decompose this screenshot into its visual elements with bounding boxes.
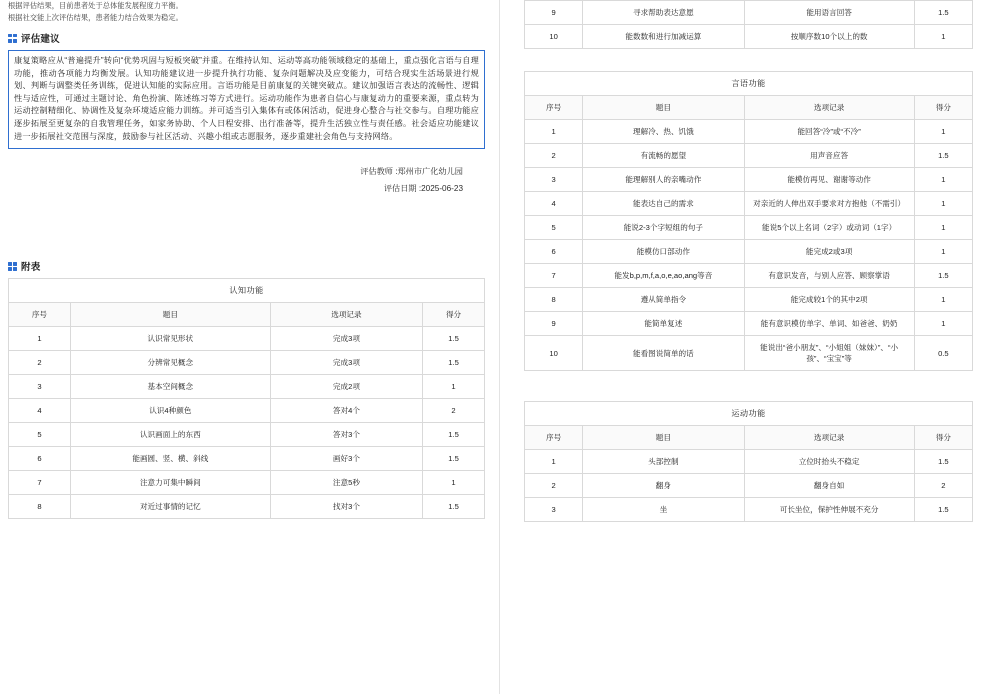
cell-record: 能说出“爸小朋友”、“小姐姐（妹妹）”、“小孩”、“宝宝”等: [744, 336, 914, 371]
cell-no: 5: [525, 216, 583, 240]
table-row: [9, 447, 485, 471]
table-row: [525, 216, 973, 240]
cell-no: 10: [525, 336, 583, 371]
cell-item: 基本空间概念: [70, 375, 270, 399]
cell-no: 2: [9, 351, 71, 375]
table-row: [9, 423, 485, 447]
table-row: [525, 312, 973, 336]
cell-no: 1: [525, 120, 583, 144]
cell-record: 完成3项: [270, 327, 422, 351]
cell-record: 有意识发音，与别人应答、顾察掌语: [744, 264, 914, 288]
grid-icon: [8, 34, 17, 43]
top-text-fragment: [8, 0, 485, 23]
cell-no: 10: [525, 25, 583, 49]
cell-no: 9: [525, 1, 583, 25]
th-no: 序号: [525, 426, 583, 450]
cognitive-function-table: [8, 278, 485, 519]
cell-no: 3: [9, 375, 71, 399]
cell-record: 答对3个: [270, 423, 422, 447]
th-record: 选项记录: [270, 303, 422, 327]
cell-score: 1: [914, 120, 972, 144]
cell-item: 能画圆、竖、横、斜线: [70, 447, 270, 471]
cognitive-table-title: 认知功能: [8, 278, 485, 302]
table-row: [525, 498, 973, 522]
cell-item: 能表达自己的需求: [583, 192, 744, 216]
cell-score: 1.5: [914, 450, 972, 474]
motor-table-title: 运动功能: [524, 401, 973, 425]
cell-item: 认识4种颜色: [70, 399, 270, 423]
th-item: 题目: [583, 96, 744, 120]
cell-item: 认识画面上的东西: [70, 423, 270, 447]
cell-score: 1.5: [423, 447, 485, 471]
right-page-column: [500, 0, 999, 694]
cell-no: 9: [525, 312, 583, 336]
th-record: 选项记录: [744, 96, 914, 120]
cell-item: 注意力可集中瞬间: [70, 471, 270, 495]
signature-block: [8, 163, 485, 197]
cell-record: 用声音应答: [744, 144, 914, 168]
cell-score: 1: [914, 288, 972, 312]
cell-score: 1.5: [423, 327, 485, 351]
cell-no: 6: [525, 240, 583, 264]
advice-section-heading: [8, 31, 485, 45]
table-row: [525, 336, 973, 371]
cell-record: 能完成较1个的其中2项: [744, 288, 914, 312]
cell-item: 分辨常见概念: [70, 351, 270, 375]
cell-item: 能说2-3个字短组的句子: [583, 216, 744, 240]
cell-score: 1: [914, 168, 972, 192]
table-row: [525, 1, 973, 25]
table-row: [525, 450, 973, 474]
cell-score: 0.5: [914, 336, 972, 371]
top-fragment-line-1: 根据评估结果，目前患者处于总体能发展程度力平衡。: [8, 1, 183, 10]
table-header-row: [525, 426, 973, 450]
table-row: [525, 288, 973, 312]
table-row: [9, 351, 485, 375]
cell-score: 1.5: [914, 498, 972, 522]
cell-record: 对亲近的人伸出双手要求对方抱他（不需引）: [744, 192, 914, 216]
grid-icon: [8, 262, 17, 271]
cell-item: 翻身: [583, 474, 744, 498]
cell-no: 3: [525, 498, 583, 522]
cell-record: 找对3个: [270, 495, 422, 519]
cell-no: 2: [525, 474, 583, 498]
table-row: [525, 192, 973, 216]
cell-record: 注意5秒: [270, 471, 422, 495]
cell-score: 1: [914, 312, 972, 336]
cell-item: 认识常见形状: [70, 327, 270, 351]
cell-score: 2: [423, 399, 485, 423]
cell-score: 1.5: [423, 495, 485, 519]
cell-score: 1: [914, 240, 972, 264]
cell-record: 能有意识模仿单字、单词、如爸爸、奶奶: [744, 312, 914, 336]
cell-record: 画好3个: [270, 447, 422, 471]
cell-record: 立位时抬头不稳定: [744, 450, 914, 474]
table-row: [525, 25, 973, 49]
cell-item: 能模仿口部动作: [583, 240, 744, 264]
cell-item: 能发b,p,m,f,a,o,e,ao,ang等音: [583, 264, 744, 288]
th-item: 题目: [583, 426, 744, 450]
table-spacer: [524, 371, 973, 401]
table-spacer: [524, 49, 973, 71]
th-no: 序号: [525, 96, 583, 120]
cell-score: 1.5: [423, 351, 485, 375]
cell-record: 能模仿再见、谢谢等动作: [744, 168, 914, 192]
cell-no: 1: [9, 327, 71, 351]
table-row: [525, 264, 973, 288]
appendix-section-title: 附表: [21, 262, 41, 274]
speech-function-table: [524, 71, 973, 371]
cell-no: 4: [525, 192, 583, 216]
th-item: 题目: [70, 303, 270, 327]
cell-score: 1.5: [914, 144, 972, 168]
th-no: 序号: [9, 303, 71, 327]
left-page-column: [0, 0, 499, 694]
evaluation-date-line: 评估日期 :2025-06-23: [383, 184, 463, 194]
th-score: 得分: [914, 96, 972, 120]
cell-no: 7: [9, 471, 71, 495]
table-row: [525, 168, 973, 192]
cell-score: 1.5: [914, 1, 972, 25]
cell-score: 1: [423, 375, 485, 399]
cell-score: 1: [423, 471, 485, 495]
cell-record: 可长坐位，保护性伸展不充分: [744, 498, 914, 522]
cell-item: 能理解别人的亲嘴动作: [583, 168, 744, 192]
table-row: [525, 474, 973, 498]
cell-score: 2: [914, 474, 972, 498]
table-row: [9, 495, 485, 519]
cell-no: 1: [525, 450, 583, 474]
cell-item: 有流畅的愿望: [583, 144, 744, 168]
cell-no: 4: [9, 399, 71, 423]
cell-no: 8: [9, 495, 71, 519]
cell-record: 能完成2或3项: [744, 240, 914, 264]
cell-item: 能看图说简单的话: [583, 336, 744, 371]
motor-function-table: [524, 401, 973, 522]
table-row: [9, 375, 485, 399]
table-row: [9, 327, 485, 351]
cell-item: 能简单复述: [583, 312, 744, 336]
th-record: 选项记录: [744, 426, 914, 450]
table-header-row: [525, 96, 973, 120]
table-row: [525, 120, 973, 144]
cell-item: 坐: [583, 498, 744, 522]
cell-item: 能数数和进行加减运算: [583, 25, 744, 49]
cell-record: 能说5个以上名词（2字）或动词（1字）: [744, 216, 914, 240]
cell-score: 1: [914, 192, 972, 216]
cell-record: 能用语言回答: [744, 1, 914, 25]
top-fragment-line-2: 根据社交能上次评估结果，患者能力结合效果为稳定。: [8, 12, 183, 22]
advice-section-title: 评估建议: [21, 34, 60, 45]
cell-item: 遵从简单指令: [583, 288, 744, 312]
cell-no: 3: [525, 168, 583, 192]
table-row: [525, 240, 973, 264]
cell-record: 翻身自如: [744, 474, 914, 498]
cell-record: 完成3项: [270, 351, 422, 375]
table-row: [525, 144, 973, 168]
cell-no: 6: [9, 447, 71, 471]
advice-body-text: 康复策略应从“普遍提升”转向“优势巩固与短板突破”并重。在维持认知、运动等高功能领域稳定的基础上，重点强化言语与自理功能，推动各项能力均衡发展。认知功能建议进一步提升执行功能、复杂问题解决及应变能力，可结合现实生活场景进行规划、判断与调整类任务训练，促进认知能的实际应用。言语功能是目前康复的关键突破点。建议加强语言表达的流畅性、逻辑性与适应性，可通过主题讨论、角色扮演、陈述练习等方式进行。运动功能作为患者自信心与康复动力的重要来源，重点转为运动控制精细化、协调性及复杂环境适应能力训练。并可适当引入集体有或体闲活动，促进身心整合与社交参与。自理功能应逐步拓展至更复杂的自我管理任务，如家务协助、个人日程安排、出行准备等，提升生活独立性与责任感。社会适应功能建议进一步拓展社交范围与深度，鼓励参与社区活动、兴趣小组或志愿服务，逐步重建社会角色与支持网络。: [8, 50, 485, 149]
cell-score: 1.5: [914, 264, 972, 288]
appendix-section-heading: [8, 259, 485, 273]
cell-no: 2: [525, 144, 583, 168]
cell-record: 能回答“冷”或“不冷”: [744, 120, 914, 144]
th-score: 得分: [423, 303, 485, 327]
cell-no: 5: [9, 423, 71, 447]
cell-no: 7: [525, 264, 583, 288]
cell-score: 1: [914, 216, 972, 240]
cell-no: 8: [525, 288, 583, 312]
table-row: [9, 471, 485, 495]
cognitive-table-continued: [524, 0, 973, 49]
cell-record: 完成2项: [270, 375, 422, 399]
cell-item: 头部控制: [583, 450, 744, 474]
table-header-row: [9, 303, 485, 327]
th-score: 得分: [914, 426, 972, 450]
cell-score: 1.5: [423, 423, 485, 447]
evaluator-line: 评估教师 :郑州市广化幼儿园: [360, 167, 463, 177]
speech-table-title: 言语功能: [524, 71, 973, 95]
cell-record: 答对4个: [270, 399, 422, 423]
cognitive-table-wrapper: [8, 278, 485, 519]
table-row: [9, 399, 485, 423]
cell-item: 理解冷、热、饥饿: [583, 120, 744, 144]
cell-record: 按顺序数10个以上的数: [744, 25, 914, 49]
cell-item: 对近过事情的记忆: [70, 495, 270, 519]
cell-score: 1: [914, 25, 972, 49]
cell-item: 寻求帮助表达意愿: [583, 1, 744, 25]
